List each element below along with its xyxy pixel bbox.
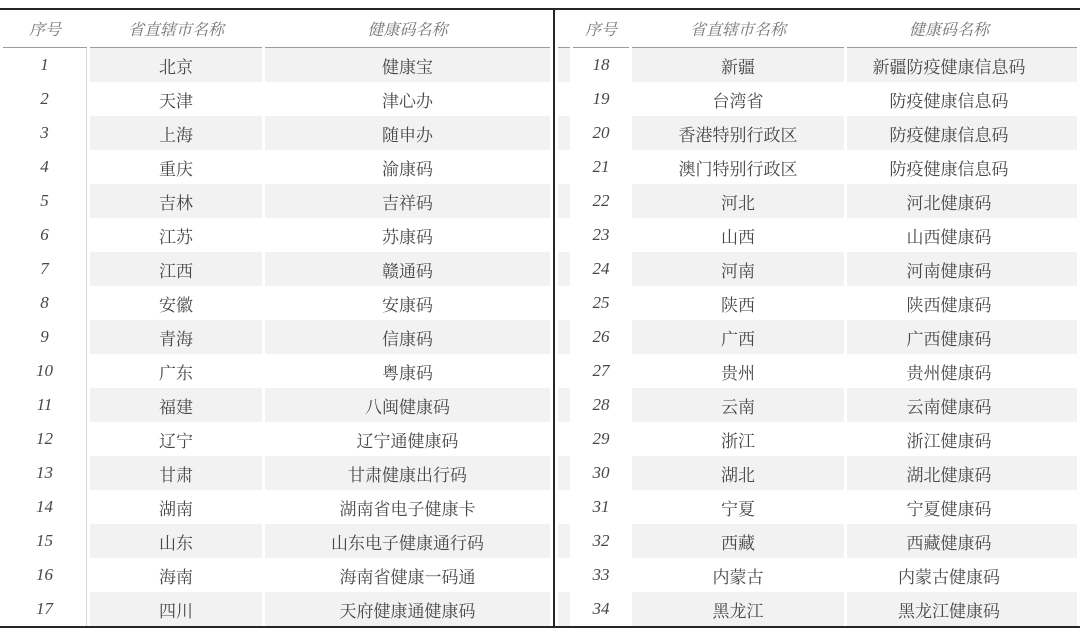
health-code-name: 陕西健康码 [906, 295, 992, 315]
row-spacer [558, 354, 570, 388]
table-row [558, 150, 1077, 184]
province-name: 上海 [90, 116, 262, 150]
health-code-name: 黑龙江健康码 [847, 592, 1077, 626]
row-serial-number: 10 [3, 354, 87, 388]
table-row [558, 320, 1077, 354]
table-row [3, 490, 550, 524]
province-name: 海南 [159, 567, 193, 587]
table-row [3, 286, 550, 320]
row-serial-number: 32 [573, 524, 629, 558]
health-code-name: 湖北健康码 [847, 456, 1077, 490]
health-code-name: 海南省健康一码通 [339, 567, 476, 587]
right-table-body [558, 48, 1077, 626]
table-row [3, 218, 550, 252]
column-header-serial-number: 序号 [573, 10, 629, 48]
right-table-panel [553, 10, 1080, 626]
table-row [558, 456, 1077, 490]
row-spacer [558, 592, 570, 626]
row-serial-number: 33 [592, 565, 610, 584]
province-name: 河北 [632, 184, 844, 218]
row-spacer [558, 252, 570, 286]
health-code-name: 河北健康码 [847, 184, 1077, 218]
health-code-name: 辽宁通健康码 [356, 431, 459, 451]
health-code-name: 甘肃健康出行码 [265, 456, 550, 490]
table-row [3, 252, 550, 286]
row-spacer [558, 116, 570, 150]
column-header-province-name: 省直辖市名称 [632, 10, 844, 48]
province-name: 广西 [632, 320, 844, 354]
table-row [3, 388, 550, 422]
health-code-name: 西藏健康码 [847, 524, 1077, 558]
table-row [558, 82, 1077, 116]
row-serial-number: 24 [573, 252, 629, 286]
province-name: 云南 [632, 388, 844, 422]
province-name: 江苏 [159, 227, 193, 247]
left-table [0, 10, 553, 626]
table-row [3, 354, 550, 388]
health-code-name: 信康码 [265, 320, 550, 354]
province-name: 台湾省 [712, 91, 764, 111]
health-code-name: 防疫健康信息码 [889, 91, 1009, 111]
row-serial-number: 14 [3, 490, 87, 524]
health-code-name: 赣通码 [265, 252, 550, 286]
health-code-name: 吉祥码 [265, 184, 550, 218]
row-serial-number: 6 [3, 218, 87, 252]
health-code-name: 随申办 [265, 116, 550, 150]
row-serial-number: 28 [573, 388, 629, 422]
row-serial-number: 17 [3, 592, 87, 626]
table-row [558, 592, 1077, 626]
row-serial-number: 27 [592, 361, 610, 380]
column-header-health-code-name: 健康码名称 [265, 10, 550, 48]
row-serial-number: 30 [573, 456, 629, 490]
row-serial-number: 20 [573, 116, 629, 150]
health-code-name: 健康宝 [265, 48, 550, 82]
health-code-name: 渝康码 [382, 159, 433, 179]
header-spacer [558, 10, 570, 48]
row-spacer [558, 286, 570, 320]
header-row [558, 10, 1077, 48]
health-code-name: 山东电子健康通行码 [265, 524, 550, 558]
row-serial-number: 11 [3, 388, 87, 422]
left-table-body [3, 48, 550, 626]
row-spacer [558, 82, 570, 116]
province-name: 内蒙古 [712, 567, 764, 587]
row-spacer [558, 456, 570, 490]
health-code-name: 河南健康码 [847, 252, 1077, 286]
row-serial-number: 7 [3, 252, 87, 286]
row-serial-number: 26 [573, 320, 629, 354]
row-serial-number: 19 [592, 89, 610, 108]
table-row [3, 116, 550, 150]
row-serial-number: 29 [592, 429, 610, 448]
header-row [3, 10, 550, 48]
table-row [3, 320, 550, 354]
row-spacer [558, 320, 570, 354]
table-row [558, 252, 1077, 286]
province-name: 西藏 [632, 524, 844, 558]
row-serial-number: 16 [3, 558, 87, 592]
row-serial-number: 22 [573, 184, 629, 218]
province-name: 贵州 [721, 363, 755, 383]
row-spacer [558, 218, 570, 252]
table-row [3, 184, 550, 218]
row-spacer [558, 48, 570, 82]
province-name: 香港特别行政区 [632, 116, 844, 150]
table-row [558, 490, 1077, 524]
right-table [555, 10, 1080, 626]
row-serial-number: 12 [3, 422, 87, 456]
row-serial-number: 23 [592, 225, 610, 244]
province-name: 天津 [159, 91, 193, 111]
row-spacer [558, 150, 570, 184]
province-name: 黑龙江 [632, 592, 844, 626]
province-name: 北京 [90, 48, 262, 82]
row-serial-number: 8 [3, 286, 87, 320]
province-name: 陕西 [721, 295, 755, 315]
row-serial-number: 34 [573, 592, 629, 626]
row-serial-number: 15 [3, 524, 87, 558]
row-serial-number: 5 [3, 184, 87, 218]
table-row [558, 184, 1077, 218]
row-serial-number: 3 [3, 116, 87, 150]
health-code-name: 天府健康通健康码 [265, 592, 550, 626]
province-name: 辽宁 [159, 431, 193, 451]
health-code-name: 津心办 [382, 91, 433, 111]
table-row [3, 592, 550, 626]
province-name: 吉林 [90, 184, 262, 218]
health-code-name: 浙江健康码 [906, 431, 992, 451]
row-serial-number: 2 [3, 82, 87, 116]
row-serial-number: 9 [3, 320, 87, 354]
province-name: 江西 [90, 252, 262, 286]
table-row [558, 558, 1077, 592]
province-name: 安徽 [159, 295, 193, 315]
table-row [3, 422, 550, 456]
row-serial-number: 18 [573, 48, 629, 82]
table-row [558, 524, 1077, 558]
column-header-health-code-name: 健康码名称 [847, 10, 1077, 48]
health-code-name: 防疫健康信息码 [847, 116, 1077, 150]
province-name: 四川 [90, 592, 262, 626]
province-name: 重庆 [159, 159, 193, 179]
province-name: 浙江 [721, 431, 755, 451]
table-row [558, 388, 1077, 422]
table-row [558, 422, 1077, 456]
column-header-serial-number: 序号 [3, 10, 87, 48]
row-spacer [558, 184, 570, 218]
province-name: 甘肃 [90, 456, 262, 490]
province-name: 山西 [721, 227, 755, 247]
row-serial-number: 25 [592, 293, 610, 312]
province-name: 新疆 [632, 48, 844, 82]
row-serial-number: 4 [3, 150, 87, 184]
health-code-name: 内蒙古健康码 [898, 567, 1000, 587]
province-name: 澳门特别行政区 [678, 159, 798, 179]
row-serial-number: 31 [592, 497, 610, 516]
health-code-name: 防疫健康信息码 [889, 159, 1009, 179]
table-row [3, 456, 550, 490]
tables-container [0, 8, 1080, 628]
province-name: 福建 [90, 388, 262, 422]
row-serial-number: 21 [592, 157, 610, 176]
row-serial-number: 13 [3, 456, 87, 490]
table-row [3, 524, 550, 558]
left-table-panel [0, 10, 553, 626]
row-spacer [558, 388, 570, 422]
health-code-name: 八闽健康码 [265, 388, 550, 422]
health-code-name: 贵州健康码 [906, 363, 992, 383]
column-header-province-name: 省直辖市名称 [90, 10, 262, 48]
health-code-name: 安康码 [382, 295, 433, 315]
row-spacer [558, 558, 570, 592]
row-spacer [558, 524, 570, 558]
health-code-name: 山西健康码 [906, 227, 992, 247]
province-name: 青海 [90, 320, 262, 354]
row-spacer [558, 490, 570, 524]
health-code-name: 宁夏健康码 [906, 499, 992, 519]
table-row [558, 48, 1077, 82]
province-name: 广东 [159, 363, 193, 383]
table-row [558, 286, 1077, 320]
table-row [3, 150, 550, 184]
health-code-name: 苏康码 [382, 227, 433, 247]
province-name: 山东 [90, 524, 262, 558]
province-name: 湖南 [159, 499, 193, 519]
table-row [3, 82, 550, 116]
province-name: 湖北 [632, 456, 844, 490]
table-row [3, 48, 550, 82]
table-row [558, 354, 1077, 388]
health-code-name: 云南健康码 [847, 388, 1077, 422]
health-code-name: 广西健康码 [847, 320, 1077, 354]
province-name: 河南 [632, 252, 844, 286]
row-serial-number: 1 [3, 48, 87, 82]
province-name: 宁夏 [721, 499, 755, 519]
health-code-name: 新疆防疫健康信息码 [847, 48, 1077, 82]
health-code-name: 粤康码 [382, 363, 433, 383]
table-row [558, 218, 1077, 252]
health-code-name: 湖南省电子健康卡 [339, 499, 476, 519]
table-row [3, 558, 550, 592]
row-spacer [558, 422, 570, 456]
table-row [558, 116, 1077, 150]
